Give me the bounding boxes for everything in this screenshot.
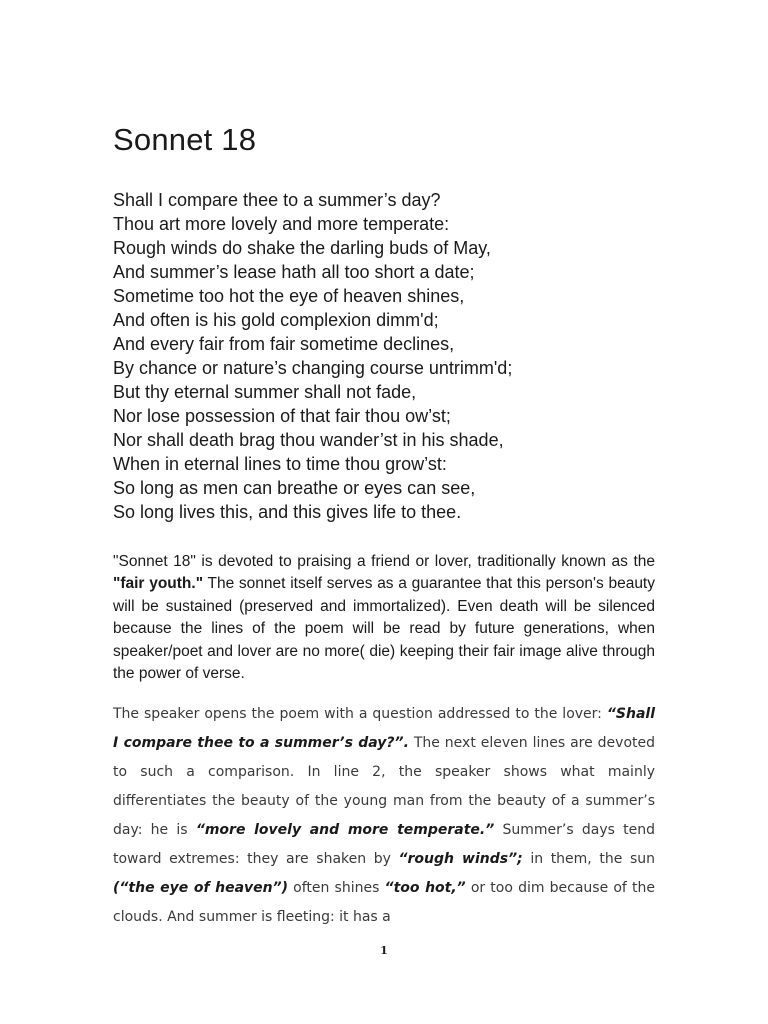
quote: “too hot,” [384,880,466,896]
poem-line: When in eternal lines to time thou grow’st: [113,454,447,474]
analysis-text: Summer’s days tend toward extremes: they are shaken by [113,822,655,867]
quote: “Shall I compare thee to a summer’s day?”. [113,706,655,751]
poem-line: By chance or nature’s changing course untrimm'd; [113,358,513,378]
analysis-text: The speaker opens the poem with a question addressed to the lover: [113,706,607,722]
poem-line: So long lives this, and this gives life to thee. [113,502,462,522]
poem-line: Thou art more lovely and more temperate: [113,214,450,234]
summary-text: "Sonnet 18" is devoted to praising a friend or lover, traditionally known as the [113,553,655,570]
poem-line: And summer’s lease hath all too short a date; [113,262,475,282]
analysis-text: The next eleven lines are devoted to such a comparison. In line 2, the speaker shows what mainly differentiates the beauty of the young man from the beauty of a summer’s day: he is [113,735,655,838]
poem-line: So long as men can breathe or eyes can see, [113,478,476,498]
analysis-text: or too dim because of the clouds. And summer is fleeting: it has a [113,880,655,925]
poem [113,188,673,524]
analysis-paragraph [113,700,655,932]
poem-line: And every fair from fair sometime declines, [113,334,455,354]
page-number: 1 [380,944,388,957]
quote: “more lovely and more temperate.” [195,822,495,838]
poem-line: Nor lose possession of that fair thou ow’st; [113,406,451,426]
poem-line: Sometime too hot the eye of heaven shines, [113,286,465,306]
poem-line: Nor shall death brag thou wander’st in his shade, [113,430,504,450]
summary-text: The sonnet itself serves as a guarantee that this person's beauty will be sustained (preserved and immortalized). Even death will be silenced because the lines of the poem will be read by future generations, when speaker/poet and lover are no more( die) keeping their fair image alive through the power of verse. [113,575,655,683]
poem-line: Shall I compare thee to a summer’s day? [113,190,441,210]
analysis-text: often shines [288,880,385,896]
poem-line: But thy eternal summer shall not fade, [113,382,417,402]
summary-paragraph [113,551,655,685]
poem-line: Rough winds do shake the darling buds of May, [113,238,491,258]
quote: “rough winds”; [398,851,523,867]
quote: (“the eye of heaven”) [113,880,289,896]
analysis-text: in them, the sun [522,851,655,867]
summary-emphasis: "fair youth." [113,575,204,593]
poem-line: And often is his gold complexion dimm'd; [113,310,439,330]
page-title: Sonnet 18 [113,122,257,157]
